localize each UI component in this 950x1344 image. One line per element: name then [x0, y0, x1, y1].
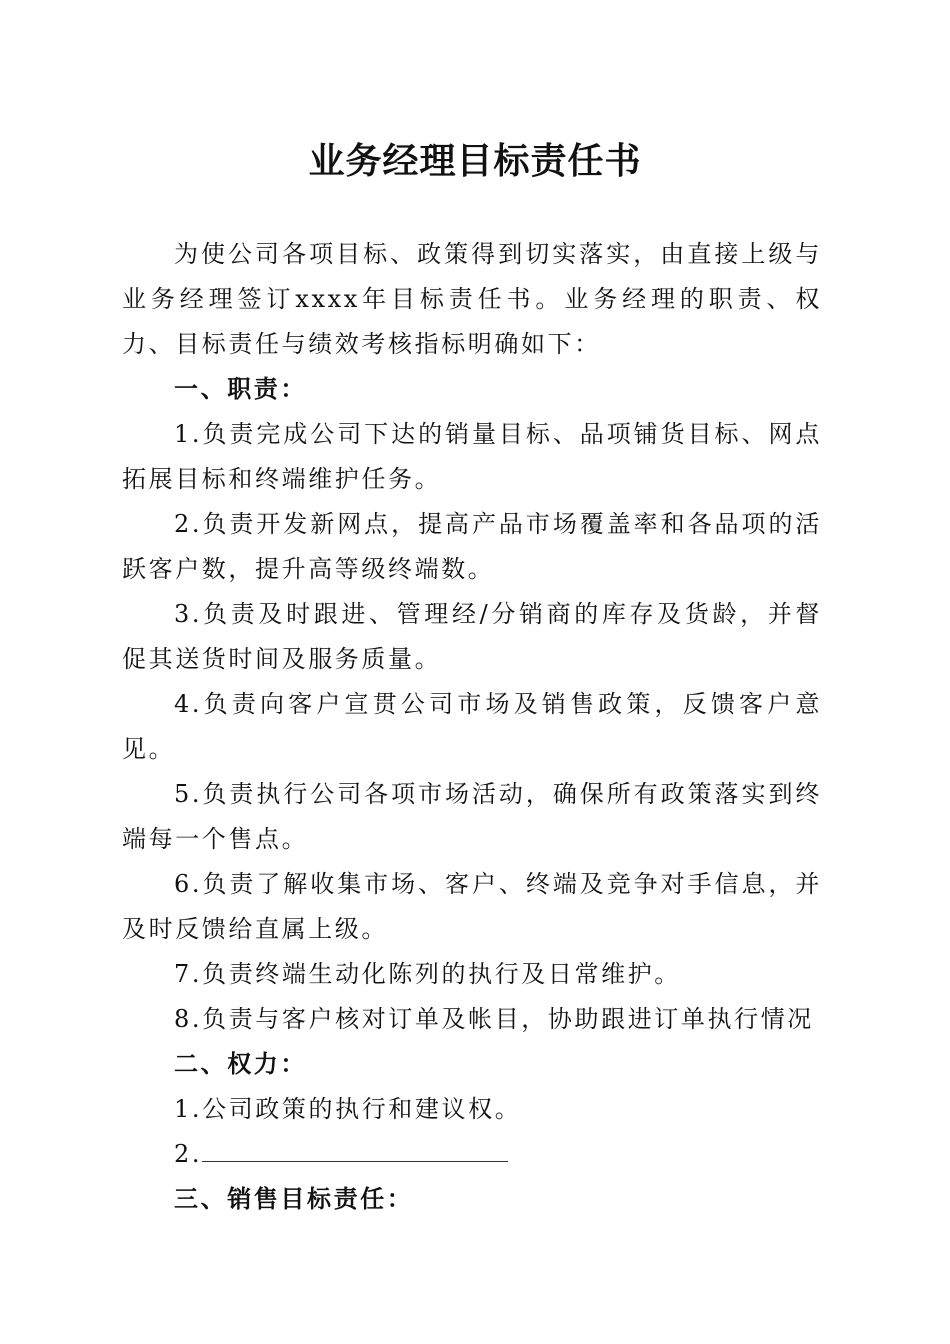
- authority-item: 1.公司政策的执行和建议权。: [174, 1095, 522, 1123]
- section-heading-sales-targets: 三、销售目标责任：: [174, 1185, 414, 1213]
- duty-item: 6.负责了解收集市场、客户、终端及竞争对手信息，并及时反馈给直属上级。: [122, 870, 822, 943]
- duty-item: 2.负责开发新网点，提高产品市场覆盖率和各品项的活跃客户数，提升高等级终端数。: [122, 510, 822, 583]
- duty-item: 4.负责向客户宣贯公司市场及销售政策，反馈客户意见。: [122, 690, 822, 763]
- section-heading-duties: 一、职责：: [174, 375, 307, 403]
- section-heading-authority: 二、权力：: [174, 1050, 307, 1078]
- document-body: [122, 232, 822, 1222]
- duty-item: 3.负责及时跟进、管理经/分销商的库存及货龄，并督促其送货时间及服务质量。: [122, 600, 822, 673]
- duty-item: 1.负责完成公司下达的销量目标、品项铺货目标、网点拓展目标和终端维护任务。: [122, 420, 822, 493]
- duty-item: 5.负责执行公司各项市场活动，确保所有政策落实到终端每一个售点。: [122, 780, 822, 853]
- duty-item: 8.负责与客户核对订单及帐目，协助跟进订单执行情况: [174, 1005, 814, 1033]
- authority-blank-item: [122, 1132, 822, 1177]
- duty-item: 7.负责终端生动化陈列的执行及日常维护。: [174, 960, 681, 988]
- authority-blank-prefix: 2.: [174, 1140, 203, 1168]
- fill-in-blank-line: [202, 1137, 508, 1162]
- intro-paragraph: 为使公司各项目标、政策得到切实落实，由直接上级与业务经理签订xxxx年目标责任书。业务经理的职责、权力、目标责任与绩效考核指标明确如下：: [122, 240, 822, 358]
- document-title: 业务经理目标责任书: [308, 140, 642, 182]
